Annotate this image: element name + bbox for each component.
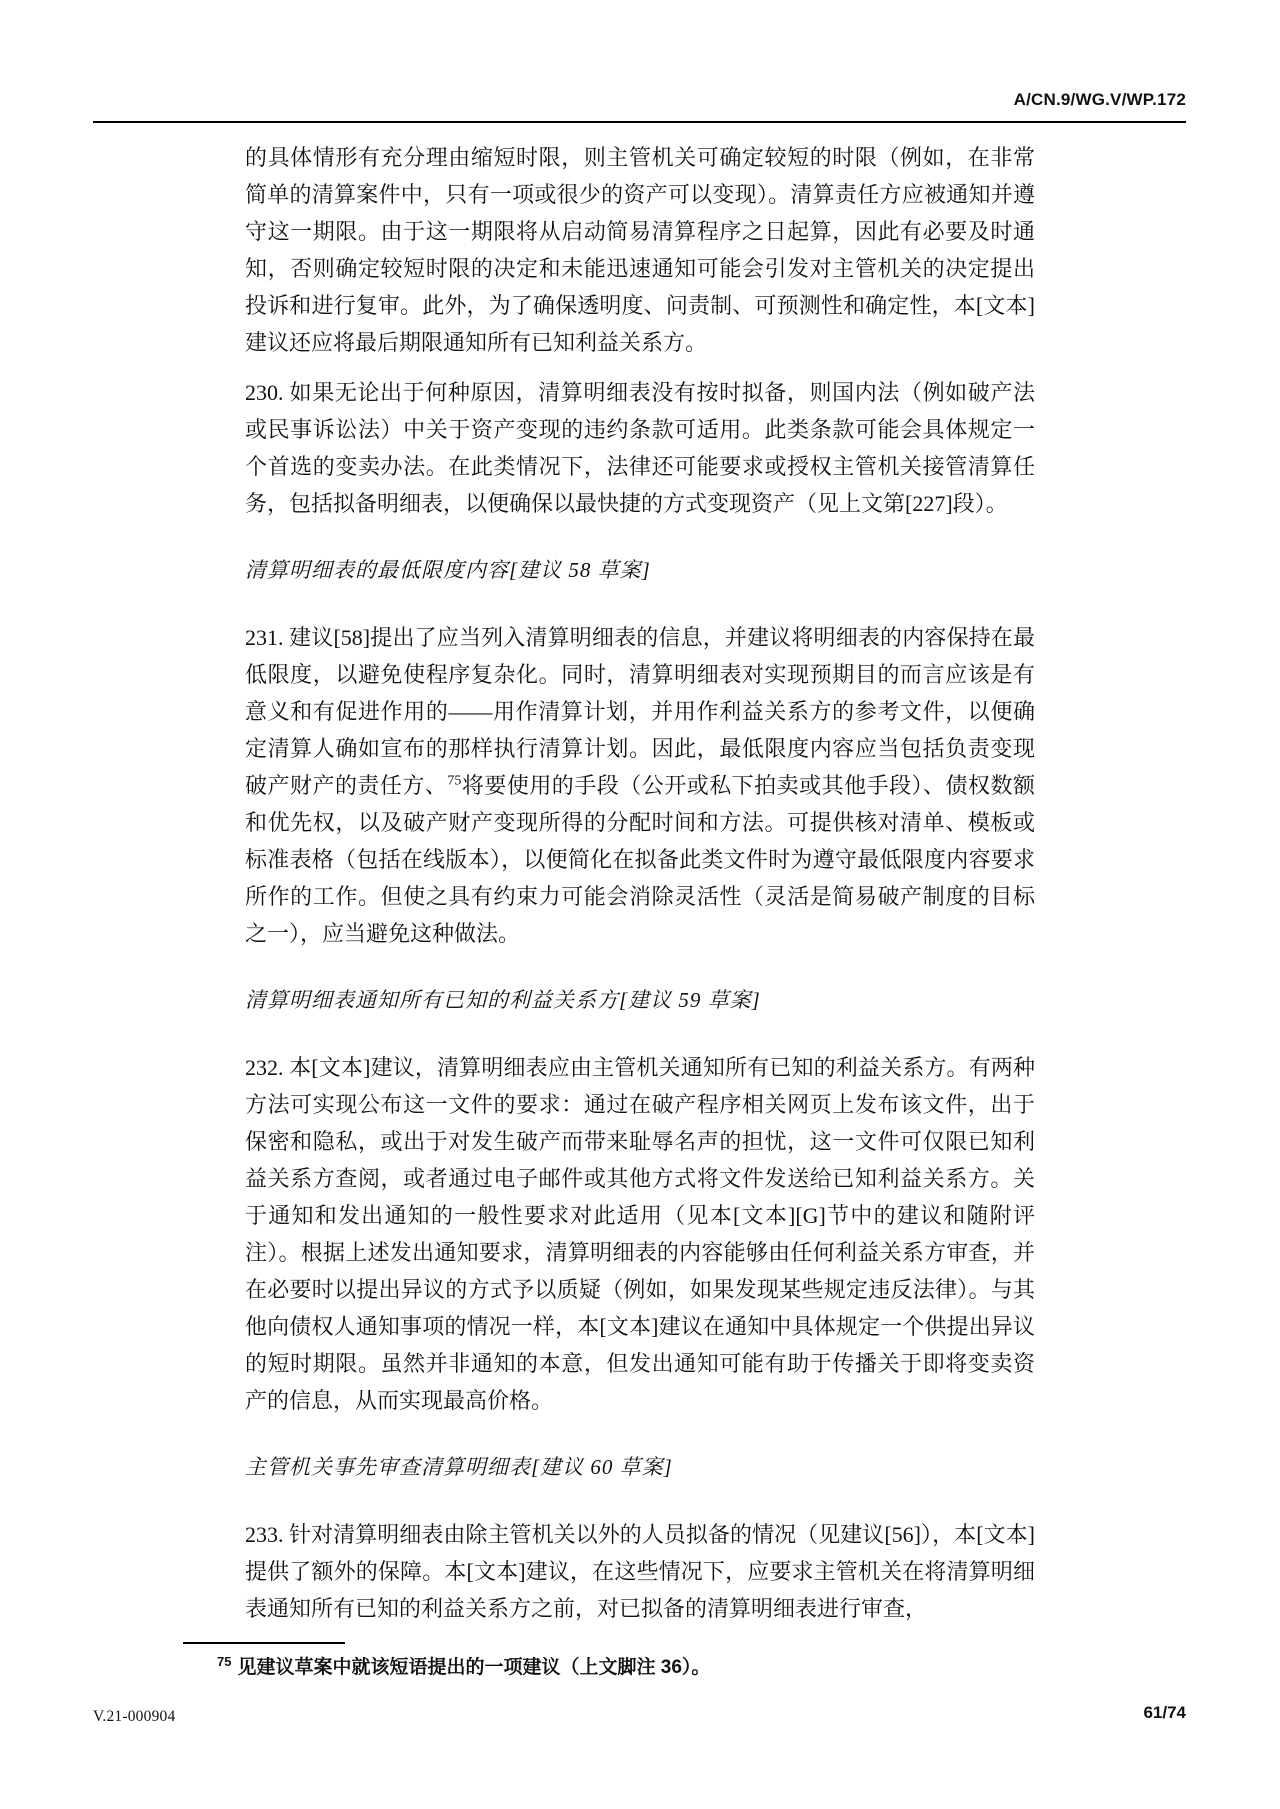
section-heading-recommendation-58: 清算明细表的最低限度内容[建议 58 草案] [245, 558, 651, 582]
footnote-75-text: 见建议草案中就该短语提出的一项建议（上文脚注 36）。 [237, 1657, 711, 1678]
header-divider [93, 121, 1186, 123]
footer-page-number: 61/74 [1143, 1703, 1186, 1722]
paragraph-231-text-after: 将要使用的手段（公开或私下拍卖或其他手段）、债权数额和优先权，以及破产财产变现所得的分配时间和方法。可提供核对清单、模板或标准表格（包括在线版本），以便简化在拟备此类文件时为遵守最低限度内容要求所作的工作。但使之具有约束力可能会消除灵活性（灵活是简易破产制度的目标之一），应当避免这种做法。 [245, 773, 1035, 946]
paragraph-230: 230. 如果无论出于何种原因，清算明细表没有按时拟备，则国内法（例如破产法或民事诉讼法）中关于资产变现的违约条款可适用。此类条款可能会具体规定一个首选的变卖办法。在此类情况下，法律还可能要求或授权主管机关接管清算任务，包括拟备明细表，以便确保以最快捷的方式变现资产（见上文第[227]段）。 [245, 380, 1035, 516]
footnote-area [183, 1642, 1043, 1682]
footer-job-number: V.21-000904 [93, 1708, 176, 1725]
document-symbol: A/CN.9/WG.V/WP.172 [1013, 90, 1186, 109]
section-heading-recommendation-59: 清算明细表通知所有已知的利益关系方[建议 59 草案] [245, 988, 761, 1012]
section-heading-recommendation-60: 主管机关事先审查清算明细表[建议 60 草案] [245, 1455, 673, 1479]
paragraph-233: 233. 针对清算明细表由除主管机关以外的人员拟备的情况（见建议[56]），本[文本]提供了额外的保障。本[文本]建议，在这些情况下，应要求主管机关在将清算明细表通知所有已知的利益关系方之前，对已拟备的清算明细表进行审查， [245, 1522, 1035, 1621]
document-body [245, 139, 1035, 1640]
paragraph-232: 232. 本[文本]建议，清算明细表应由主管机关通知所有已知的利益关系方。有两种方法可实现公布这一文件的要求：通过在破产程序相关网页上发布该文件，出于保密和隐私，或出于对发生破产而带来耻辱名声的担忧，这一文件可仅限已知利益关系方查阅，或者通过电子邮件或其他方式将文件发送给已知利益关系方。关于通知和发出通知的一般性要求对此适用（见本[文本][G]节中的建议和随附评注）。根据上述发出通知要求，清算明细表的内容能够由任何利益关系方审查，并在必要时以提出异议的方式予以质疑（例如，如果发现某些规定违反法律）。与其他向债权人通知事项的情况一样，本[文本]建议在通知中具体规定一个供提出异议的短时期限。虽然并非通知的本意，但发出通知可能有助于传播关于即将变卖资产的信息，从而实现最高价格。 [245, 1055, 1035, 1413]
footnote-75 [183, 1654, 1043, 1682]
footnote-75-reference: 75 [447, 773, 462, 789]
paragraph-continuation: 的具体情形有充分理由缩短时限，则主管机关可确定较短的时限（例如，在非常简单的清算案件中，只有一项或很少的资产可以变现）。清算责任方应被通知并遵守这一期限。由于这一期限将从启动简易清算程序之日起算，因此有必要及时通知，否则确定较短时限的决定和未能迅速通知可能会引发对主管机关的决定提出投诉和进行复审。此外，为了确保透明度、问责制、可预测性和确定性，本[文本]建议还应将最后期限通知所有已知利益关系方。 [245, 145, 1035, 355]
footnote-divider [183, 1642, 345, 1644]
paragraph-231 [245, 619, 1035, 952]
paragraph-231-text-before: 231. 建议[58]提出了应当列入清算明细表的信息，并建议将明细表的内容保持在最低限度，以避免使程序复杂化。同时，清算明细表对实现预期目的而言应该是有意义和有促进作用的——用作清算计划，并用作利益关系方的参考文件，以便确定清算人确如宣布的那样执行清算计划。因此，最低限度内容应当包括负责变现破产财产的责任方、 [245, 625, 1035, 798]
footnote-75-number: 75 [217, 1653, 232, 1669]
